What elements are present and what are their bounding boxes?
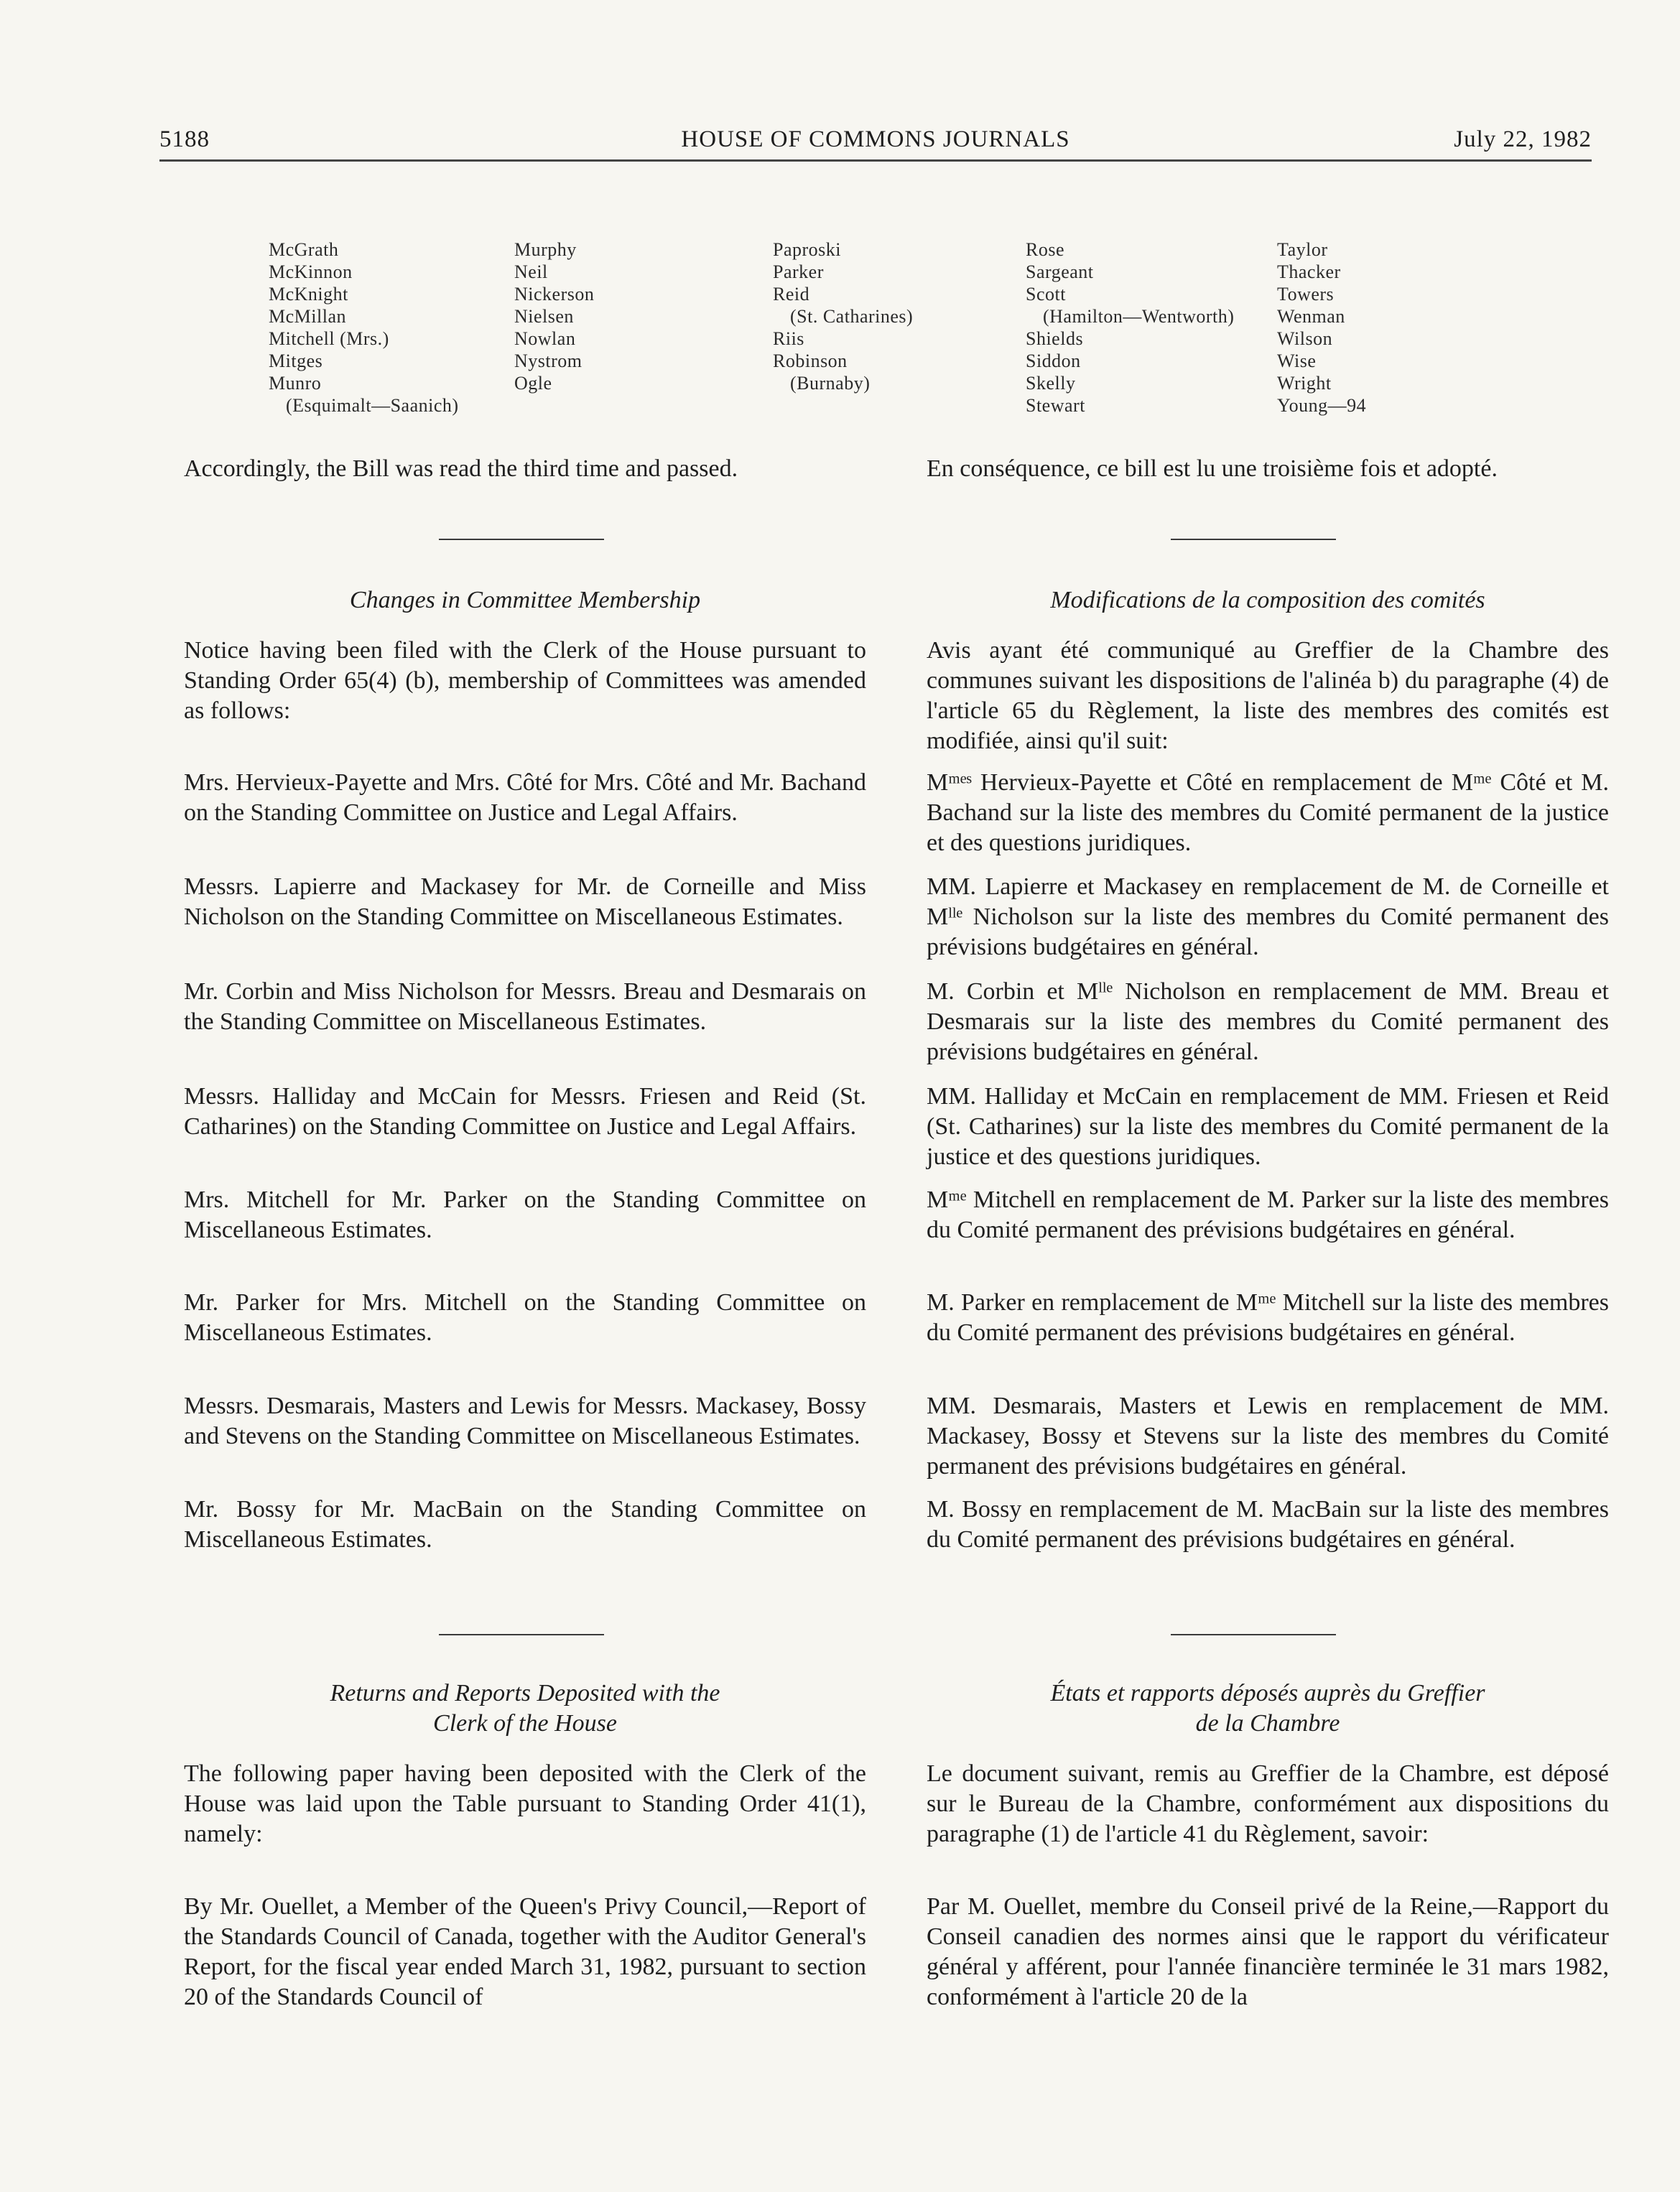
- returns-item-fr: Par M. Ouellet, membre du Conseil privé de la Reine,—Rapport du Conseil canadien des normes ainsi que le rapport du vérificateur général y afférent, pour l'année financière terminée le 31 mars 1982, conformément à l'article 20 de la: [927, 1893, 1609, 2010]
- member-name: Ogle: [514, 373, 552, 394]
- member-riding: (Hamilton—Wentworth): [1043, 306, 1235, 327]
- committee-heading-en: Changes in Committee Membership: [349, 587, 701, 613]
- committee-change-en: Messrs. Desmarais, Masters and Lewis for Messrs. Mackasey, Bossy and Stevens on the Standing Committee on Miscellaneous Estimates.: [184, 1393, 866, 1449]
- committee-change-en: Messrs. Halliday and McCain for Messrs. Friesen and Reid (St. Catharines) on the Standing Committee on Justice and Legal Affairs.: [184, 1083, 866, 1140]
- committee-change-fr: MM. Desmarais, Masters et Lewis en remplacement de MM. Mackasey, Bossy et Stevens sur la liste des membres du Comité permanent des prévisions budgétaires en général.: [927, 1393, 1609, 1480]
- committee-change-en: Mr. Parker for Mrs. Mitchell on the Standing Committee on Miscellaneous Estimates.: [184, 1289, 866, 1346]
- member-riding: (St. Catharines): [790, 306, 914, 327]
- returns-intro-fr: Le document suivant, remis au Greffier de la Chambre, est déposé sur le Bureau de la Chambre, conformément aux dispositions du paragraphe (1) de l'article 41 du Règlement, savoir:: [927, 1760, 1609, 1847]
- committee-change-en: Messrs. Lapierre and Mackasey for Mr. de Corneille and Miss Nicholson on the Standing Committee on Miscellaneous Estimates.: [184, 873, 866, 930]
- member-name: Reid: [773, 284, 810, 305]
- committee-change-en: Mrs. Hervieux-Payette and Mrs. Côté for Mrs. Côté and Mr. Bachand on the Standing Committee on Justice and Legal Affairs.: [184, 769, 866, 826]
- member-name: Murphy: [514, 239, 577, 260]
- member-name: Stewart: [1026, 395, 1085, 416]
- member-name: Nielsen: [514, 306, 574, 327]
- member-name: Nowlan: [514, 328, 576, 349]
- member-name: Wright: [1277, 373, 1332, 394]
- member-name: Robinson: [773, 350, 848, 371]
- member-name: Young—94: [1277, 395, 1367, 416]
- member-riding: (Burnaby): [790, 373, 871, 394]
- bill-passed-text: Accordingly, the Bill was read the third time and passed.: [184, 455, 738, 482]
- french-column: [927, 0, 1609, 2192]
- returns-intro-en: The following paper having been deposited with the Clerk of the House was laid upon the Table pursuant to Standing Order 41(1), namely:: [184, 1760, 866, 1847]
- committee-change-fr: M. Parker en remplacement de Mᵐᵉ Mitchell sur la liste des membres du Comité permanent des prévisions budgétaires en général.: [927, 1289, 1609, 1346]
- member-name: Scott: [1026, 284, 1066, 305]
- member-riding: (Esquimalt—Saanich): [286, 395, 459, 416]
- member-name: McKnight: [269, 284, 348, 305]
- committee-change-fr: M. Corbin et Mˡˡᵉ Nicholson en remplacement de MM. Breau et Desmarais sur la liste des membres du Comité permanent des prévisions budgétaires en général.: [927, 978, 1609, 1065]
- member-name: Munro: [269, 373, 322, 394]
- member-name: Shields: [1026, 328, 1084, 349]
- member-name: Taylor: [1277, 239, 1328, 260]
- member-name: McKinnon: [269, 261, 353, 282]
- member-name: Thacker: [1277, 261, 1341, 282]
- member-name: Towers: [1277, 284, 1335, 305]
- committee-change-en: Mr. Corbin and Miss Nicholson for Messrs. Breau and Desmarais on the Standing Committee on Miscellaneous Estimates.: [184, 978, 866, 1035]
- section-divider: [439, 539, 604, 540]
- returns-heading-en-line2: Clerk of the House: [433, 1710, 617, 1737]
- member-name: Riis: [773, 328, 804, 349]
- member-name: Wise: [1277, 350, 1317, 371]
- member-name: Paproski: [773, 239, 841, 260]
- member-name: Nystrom: [514, 350, 583, 371]
- committee-intro-en: Notice having been filed with the Clerk of the House pursuant to Standing Order 65(4) (b), membership of Committees was amended as follows:: [184, 637, 866, 724]
- member-name: Neil: [514, 261, 548, 282]
- member-name: Parker: [773, 261, 824, 282]
- committee-heading-fr: Modifications de la composition des comités: [1050, 587, 1485, 613]
- section-divider: [439, 1634, 604, 1635]
- returns-heading-en-line1: Returns and Reports Deposited with the: [330, 1680, 720, 1706]
- member-name: Sargeant: [1026, 261, 1094, 282]
- member-name: McMillan: [269, 306, 346, 327]
- member-name: Mitchell (Mrs.): [269, 328, 389, 349]
- committee-change-fr: Mᵐᵉ Mitchell en remplacement de M. Parker sur la liste des membres du Comité permanent des prévisions budgétaires en général.: [927, 1186, 1609, 1243]
- member-name: Nickerson: [514, 284, 595, 305]
- member-name: Mitges: [269, 350, 323, 371]
- member-name: Rose: [1026, 239, 1064, 260]
- english-column: [184, 0, 866, 2192]
- returns-item-en: By Mr. Ouellet, a Member of the Queen's Privy Council,—Report of the Standards Council of Canada, together with the Auditor General's Report, for the fiscal year ended March 31, 1982, pursuant to section 20 of the Standards Council of: [184, 1893, 866, 2010]
- committee-change-en: Mrs. Mitchell for Mr. Parker on the Standing Committee on Miscellaneous Estimates.: [184, 1186, 866, 1243]
- bill-passed-text-fr: En conséquence, ce bill est lu une troisième fois et adopté.: [927, 455, 1498, 482]
- journal-title: HOUSE OF COMMONS JOURNALS: [681, 126, 1070, 152]
- returns-heading-fr-line1: États et rapports déposés auprès du Greffier: [1050, 1680, 1485, 1706]
- returns-heading-fr-line2: de la Chambre: [1195, 1710, 1340, 1737]
- member-name: Wenman: [1277, 306, 1345, 327]
- committee-change-fr: MM. Lapierre et Mackasey en remplacement de M. de Corneille et Mˡˡᵉ Nicholson sur la liste des membres du Comité permanent des prévisions budgétaires en général.: [927, 873, 1609, 960]
- member-name: McGrath: [269, 239, 339, 260]
- committee-change-fr: MM. Halliday et McCain en remplacement de MM. Friesen et Reid (St. Catharines) sur la liste des membres du Comité permanent de la justice et des questions juridiques.: [927, 1083, 1609, 1170]
- section-divider: [1171, 1634, 1336, 1635]
- committee-intro-fr: Avis ayant été communiqué au Greffier de la Chambre des communes suivant les dispositions de l'alinéa b) du paragraphe (4) de l'article 65 du Règlement, la liste des membres des comités est modifiée, ainsi qu'il suit:: [927, 637, 1609, 754]
- member-name: Siddon: [1026, 350, 1081, 371]
- committee-change-fr: Mᵐᵉˢ Hervieux-Payette et Côté en remplacement de Mᵐᵉ Côté et M. Bachand sur la liste des membres du Comité permanent de la justice et des questions juridiques.: [927, 769, 1609, 856]
- section-divider: [1171, 539, 1336, 540]
- member-name: Wilson: [1277, 328, 1333, 349]
- committee-change-en: Mr. Bossy for Mr. MacBain on the Standing Committee on Miscellaneous Estimates.: [184, 1496, 866, 1553]
- journal-date: July 22, 1982: [1454, 126, 1592, 152]
- member-name: Skelly: [1026, 373, 1076, 394]
- committee-change-fr: M. Bossy en remplacement de M. MacBain sur la liste des membres du Comité permanent des prévisions budgétaires en général.: [927, 1496, 1609, 1553]
- page-number: 5188: [159, 126, 210, 152]
